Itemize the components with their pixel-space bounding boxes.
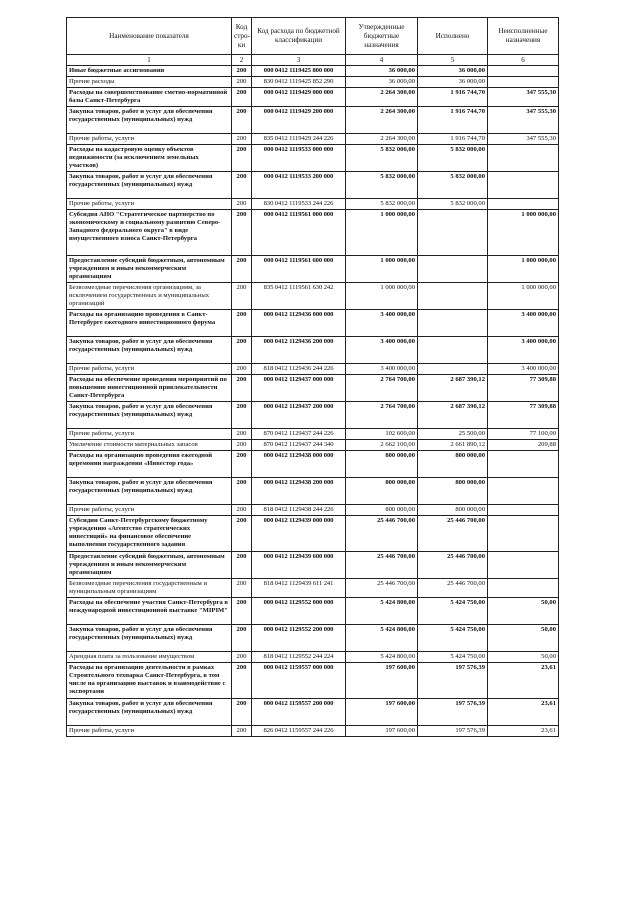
table-row xyxy=(67,402,559,429)
row-approved: 2 264 300,00 xyxy=(346,88,418,107)
row-line-code: 200 xyxy=(232,337,252,364)
table-row xyxy=(67,199,559,210)
row-unexecuted: 77 309,88 xyxy=(488,402,559,429)
row-line-code: 200 xyxy=(232,440,252,451)
row-unexecuted: 3 400 000,00 xyxy=(488,364,559,375)
row-line-code: 200 xyxy=(232,283,252,310)
row-approved: 5 424 800,00 xyxy=(346,625,418,652)
row-budget-code: 000 0412 1129436 200 000 xyxy=(252,337,346,364)
row-line-code: 200 xyxy=(232,364,252,375)
row-name: Закупка товаров, работ и услуг для обеспечения государственных (муниципальных) нужд xyxy=(67,478,232,505)
row-unexecuted: 347 555,30 xyxy=(488,107,559,134)
row-name: Закупка товаров, работ и услуг для обеспечения государственных (муниципальных) нужд xyxy=(67,625,232,652)
row-unexecuted: 1 000 000,00 xyxy=(488,256,559,283)
row-name: Безвозмездные перечисления государственным и муниципальным организациям xyxy=(67,579,232,598)
row-budget-code: 000 0412 1129439 600 000 xyxy=(252,552,346,579)
row-executed: 5 832 000,00 xyxy=(418,145,488,172)
row-line-code: 200 xyxy=(232,402,252,429)
row-line-code: 200 xyxy=(232,88,252,107)
row-executed xyxy=(418,364,488,375)
column-number: 2 xyxy=(232,55,252,66)
row-line-code: 200 xyxy=(232,726,252,737)
header-executed: Исполнено xyxy=(418,18,488,55)
row-name: Иные бюджетные ассигнования xyxy=(67,66,232,77)
row-approved: 2 662 100,00 xyxy=(346,440,418,451)
table-row xyxy=(67,88,559,107)
row-approved: 5 424 800,00 xyxy=(346,652,418,663)
row-line-code: 200 xyxy=(232,375,252,402)
table-row xyxy=(67,652,559,663)
row-approved: 1 000 000,00 xyxy=(346,256,418,283)
row-approved: 197 600,00 xyxy=(346,699,418,726)
row-line-code: 200 xyxy=(232,310,252,337)
row-budget-code: 000 0412 1119561 600 000 xyxy=(252,256,346,283)
row-line-code: 200 xyxy=(232,478,252,505)
row-name: Закупка товаров, работ и услуг для обеспечения государственных (муниципальных) нужд xyxy=(67,402,232,429)
row-line-code: 200 xyxy=(232,516,252,552)
table-row xyxy=(67,210,559,256)
table-row xyxy=(67,283,559,310)
row-unexecuted: 77 100,00 xyxy=(488,429,559,440)
row-unexecuted: 347 555,30 xyxy=(488,88,559,107)
table-row xyxy=(67,598,559,625)
row-name: Прочие работы, услуги xyxy=(67,726,232,737)
row-budget-code: 818 0412 1129552 244 224 xyxy=(252,652,346,663)
row-unexecuted: 23,61 xyxy=(488,663,559,699)
row-unexecuted: 77 309,88 xyxy=(488,375,559,402)
row-unexecuted xyxy=(488,172,559,199)
row-approved: 2 264 300,00 xyxy=(346,107,418,134)
row-name: Увеличение стоимости материальных запасов xyxy=(67,440,232,451)
header-approved: Утвержденные бюджетные назначения xyxy=(346,18,418,55)
table-row xyxy=(67,145,559,172)
row-budget-code: 000 0412 1159557 000 000 xyxy=(252,663,346,699)
row-approved: 25 446 700,00 xyxy=(346,552,418,579)
row-unexecuted: 1 000 000,00 xyxy=(488,210,559,256)
row-approved: 3 400 000,00 xyxy=(346,364,418,375)
row-executed: 36 000,00 xyxy=(418,66,488,77)
table-row xyxy=(67,375,559,402)
row-approved: 1 000 000,00 xyxy=(346,283,418,310)
row-executed xyxy=(418,210,488,256)
table-row xyxy=(67,256,559,283)
row-executed: 1 916 744,70 xyxy=(418,88,488,107)
header-kbk: Код расхода по бюджетной классификации xyxy=(252,18,346,55)
row-name: Арендная плата за пользование имуществом xyxy=(67,652,232,663)
row-line-code: 200 xyxy=(232,66,252,77)
row-executed: 5 424 750,00 xyxy=(418,598,488,625)
table-row xyxy=(67,579,559,598)
row-unexecuted: 209,88 xyxy=(488,440,559,451)
row-executed: 25 446 700,00 xyxy=(418,516,488,552)
row-executed: 25 500,00 xyxy=(418,429,488,440)
row-approved: 197 600,00 xyxy=(346,726,418,737)
row-line-code: 200 xyxy=(232,429,252,440)
table-row xyxy=(67,516,559,552)
row-line-code: 200 xyxy=(232,451,252,478)
row-executed: 1 916 744,70 xyxy=(418,134,488,145)
row-name: Прочие работы, услуги xyxy=(67,429,232,440)
budget-execution-table xyxy=(66,17,559,737)
row-executed: 197 576,39 xyxy=(418,726,488,737)
row-name: Расходы на организацию проведения ежегодной церемонии награждения «Инвестор года» xyxy=(67,451,232,478)
row-approved: 3 400 000,00 xyxy=(346,310,418,337)
row-name: Субсидия АНО "Стратегическое партнерство по экономическому и социальному развитию Северо-Западного федерального округа" в виде имущественного взноса Санкт-Петербурга xyxy=(67,210,232,256)
row-budget-code: 000 0412 1119561 000 000 xyxy=(252,210,346,256)
row-executed: 5 424 750,00 xyxy=(418,652,488,663)
row-line-code: 200 xyxy=(232,699,252,726)
row-budget-code: 000 0412 1129439 000 000 xyxy=(252,516,346,552)
row-name: Безвозмездные перечисления организациям, за исключением государственных и муниципальных организаций xyxy=(67,283,232,310)
header-code: Код стро-ки xyxy=(232,18,252,55)
table-row xyxy=(67,699,559,726)
table-row xyxy=(67,107,559,134)
row-approved: 2 264 300,00 xyxy=(346,134,418,145)
row-unexecuted xyxy=(488,66,559,77)
row-budget-code: 000 0412 1129437 000 000 xyxy=(252,375,346,402)
row-unexecuted: 1 000 000,00 xyxy=(488,283,559,310)
row-approved: 197 600,00 xyxy=(346,663,418,699)
table-row xyxy=(67,134,559,145)
row-name: Расходы на обеспечение проведения мероприятий по повышению инвестиционной привлекательности Санкт-Петербурга xyxy=(67,375,232,402)
header-unexecuted: Неисполненные назначения xyxy=(488,18,559,55)
row-approved: 800 000,00 xyxy=(346,505,418,516)
column-number: 1 xyxy=(67,55,232,66)
table-row xyxy=(67,440,559,451)
row-budget-code: 870 0412 1129437 244 226 xyxy=(252,429,346,440)
row-name: Расходы на организацию деятельности в рамках Строительного техпаркa Санкт-Петербурга, в том числе на организацию выставок и взаимодействие с экспортами xyxy=(67,663,232,699)
row-budget-code: 818 0412 1129439 611 241 xyxy=(252,579,346,598)
row-name: Закупка товаров, работ и услуг для обеспечения государственных (муниципальных) нужд xyxy=(67,337,232,364)
row-unexecuted xyxy=(488,579,559,598)
row-name: Субсидии Санкт-Петербургскому бюджетному учреждению «Агентство стратегических инвестиций» на финансовое обеспечение выполнения государственного задания xyxy=(67,516,232,552)
row-name: Расходы на обеспечение участия Санкт-Петербурга в международной инвестиционной выставке "MIPIM" xyxy=(67,598,232,625)
row-budget-code: 000 0412 1129438 200 000 xyxy=(252,478,346,505)
table-row xyxy=(67,364,559,375)
row-budget-code: 000 0412 1129552 000 000 xyxy=(252,598,346,625)
row-approved: 36 000,00 xyxy=(346,77,418,88)
row-name: Прочие работы, услуги xyxy=(67,505,232,516)
table-row xyxy=(67,625,559,652)
row-line-code: 200 xyxy=(232,172,252,199)
row-approved: 25 446 700,00 xyxy=(346,516,418,552)
row-name: Закупка товаров, работ и услуг для обеспечения государственных (муниципальных) нужд xyxy=(67,172,232,199)
row-unexecuted: 50,00 xyxy=(488,652,559,663)
row-budget-code: 000 0412 1119533 000 000 xyxy=(252,145,346,172)
table-row xyxy=(67,663,559,699)
row-approved: 1 000 000,00 xyxy=(346,210,418,256)
row-line-code: 200 xyxy=(232,625,252,652)
row-executed xyxy=(418,337,488,364)
row-line-code: 200 xyxy=(232,134,252,145)
row-approved: 5 832 000,00 xyxy=(346,199,418,210)
row-unexecuted: 23,61 xyxy=(488,726,559,737)
row-executed: 2 687 390,12 xyxy=(418,402,488,429)
row-unexecuted: 23,61 xyxy=(488,699,559,726)
row-budget-code: 826 0412 1159557 244 226 xyxy=(252,726,346,737)
row-line-code: 200 xyxy=(232,77,252,88)
table-row xyxy=(67,552,559,579)
table-row xyxy=(67,505,559,516)
row-approved: 5 424 800,00 xyxy=(346,598,418,625)
table-row xyxy=(67,337,559,364)
row-budget-code: 000 0412 1119425 800 000 xyxy=(252,66,346,77)
row-name: Расходы на совершенствование сметно-нормативной базы Санкт-Петербурга xyxy=(67,88,232,107)
row-name: Прочие расходы xyxy=(67,77,232,88)
row-line-code: 200 xyxy=(232,145,252,172)
row-unexecuted xyxy=(488,516,559,552)
row-name: Закупка товаров, работ и услуг для обеспечения государственных (муниципальных) нужд xyxy=(67,699,232,726)
row-unexecuted xyxy=(488,77,559,88)
row-unexecuted: 3 400 000,00 xyxy=(488,310,559,337)
row-budget-code: 835 0412 1119561 630 242 xyxy=(252,283,346,310)
row-budget-code: 000 0412 1159557 200 000 xyxy=(252,699,346,726)
row-budget-code: 818 0412 1129436 244 226 xyxy=(252,364,346,375)
row-line-code: 200 xyxy=(232,579,252,598)
row-line-code: 200 xyxy=(232,256,252,283)
row-executed: 5 832 000,00 xyxy=(418,172,488,199)
row-executed xyxy=(418,256,488,283)
table-row xyxy=(67,77,559,88)
row-budget-code: 835 0412 1119429 244 226 xyxy=(252,134,346,145)
row-line-code: 200 xyxy=(232,107,252,134)
row-line-code: 200 xyxy=(232,210,252,256)
row-executed: 25 446 700,00 xyxy=(418,552,488,579)
column-number: 3 xyxy=(252,55,346,66)
row-approved: 5 832 000,00 xyxy=(346,145,418,172)
table-row xyxy=(67,726,559,737)
row-name: Предоставление субсидий бюджетным, автономным учреждениям и иным некоммерческим организациям xyxy=(67,552,232,579)
row-unexecuted xyxy=(488,505,559,516)
row-line-code: 200 xyxy=(232,199,252,210)
header-row xyxy=(67,18,559,55)
row-unexecuted xyxy=(488,552,559,579)
table-row xyxy=(67,478,559,505)
row-unexecuted xyxy=(488,451,559,478)
row-executed: 2 687 390,12 xyxy=(418,375,488,402)
row-name: Прочие работы, услуги xyxy=(67,199,232,210)
column-number: 5 xyxy=(418,55,488,66)
row-executed xyxy=(418,283,488,310)
row-approved: 25 446 700,00 xyxy=(346,579,418,598)
row-budget-code: 000 0412 1119533 200 000 xyxy=(252,172,346,199)
table-row xyxy=(67,451,559,478)
row-executed: 197 576,39 xyxy=(418,699,488,726)
row-executed: 36 000,00 xyxy=(418,77,488,88)
row-unexecuted: 3 400 000,00 xyxy=(488,337,559,364)
row-approved: 2 764 700,00 xyxy=(346,402,418,429)
column-number-row xyxy=(67,55,559,66)
table-row xyxy=(67,66,559,77)
row-executed: 5 832 000,00 xyxy=(418,199,488,210)
row-name: Расходы на кадастровую оценку объектов недвижимости (за исключением земельных участков) xyxy=(67,145,232,172)
table-row xyxy=(67,172,559,199)
row-name: Расходы на организацию проведения в Санкт-Петербурге ежегодного инвестиционного форума xyxy=(67,310,232,337)
column-number: 6 xyxy=(488,55,559,66)
row-line-code: 200 xyxy=(232,552,252,579)
row-unexecuted: 50,00 xyxy=(488,625,559,652)
row-approved: 800 000,00 xyxy=(346,478,418,505)
table-row xyxy=(67,429,559,440)
row-line-code: 200 xyxy=(232,505,252,516)
row-unexecuted: 347 555,30 xyxy=(488,134,559,145)
row-executed: 5 424 750,00 xyxy=(418,625,488,652)
row-approved: 3 400 000,00 xyxy=(346,337,418,364)
row-unexecuted xyxy=(488,199,559,210)
row-executed: 25 446 700,00 xyxy=(418,579,488,598)
row-executed xyxy=(418,310,488,337)
row-executed: 800 000,00 xyxy=(418,478,488,505)
row-unexecuted xyxy=(488,478,559,505)
row-budget-code: 000 0412 1119429 000 000 xyxy=(252,88,346,107)
row-budget-code: 000 0412 1129436 000 000 xyxy=(252,310,346,337)
row-budget-code: 870 0412 1129437 244 340 xyxy=(252,440,346,451)
row-line-code: 200 xyxy=(232,663,252,699)
row-budget-code: 830 0412 1119533 244 226 xyxy=(252,199,346,210)
table-body xyxy=(67,66,559,737)
row-executed: 197 576,39 xyxy=(418,663,488,699)
row-name: Предоставление субсидий бюджетным, автономным учреждениям и иным некоммерческим организациям xyxy=(67,256,232,283)
row-approved: 102 600,00 xyxy=(346,429,418,440)
table-row xyxy=(67,310,559,337)
row-unexecuted: 50,00 xyxy=(488,598,559,625)
header-name: Наименование показателя xyxy=(67,18,232,55)
row-line-code: 200 xyxy=(232,598,252,625)
row-approved: 36 000,00 xyxy=(346,66,418,77)
row-name: Закупка товаров, работ и услуг для обеспечения государственных (муниципальных) нужд xyxy=(67,107,232,134)
row-executed: 800 000,00 xyxy=(418,451,488,478)
column-number: 4 xyxy=(346,55,418,66)
row-approved: 5 832 000,00 xyxy=(346,172,418,199)
row-name: Прочие работы, услуги xyxy=(67,134,232,145)
row-budget-code: 000 0412 1129438 000 000 xyxy=(252,451,346,478)
row-approved: 800 000,00 xyxy=(346,451,418,478)
row-executed: 800 000,00 xyxy=(418,505,488,516)
row-budget-code: 000 0412 1129437 200 000 xyxy=(252,402,346,429)
row-line-code: 200 xyxy=(232,652,252,663)
row-approved: 2 764 700,00 xyxy=(346,375,418,402)
row-executed: 2 661 890,12 xyxy=(418,440,488,451)
row-budget-code: 830 0412 1119425 852 290 xyxy=(252,77,346,88)
row-budget-code: 000 0412 1119429 200 000 xyxy=(252,107,346,134)
row-budget-code: 000 0412 1129552 200 000 xyxy=(252,625,346,652)
row-budget-code: 818 0412 1129438 244 226 xyxy=(252,505,346,516)
row-executed: 1 916 744,70 xyxy=(418,107,488,134)
row-unexecuted xyxy=(488,145,559,172)
row-name: Прочие работы, услуги xyxy=(67,364,232,375)
